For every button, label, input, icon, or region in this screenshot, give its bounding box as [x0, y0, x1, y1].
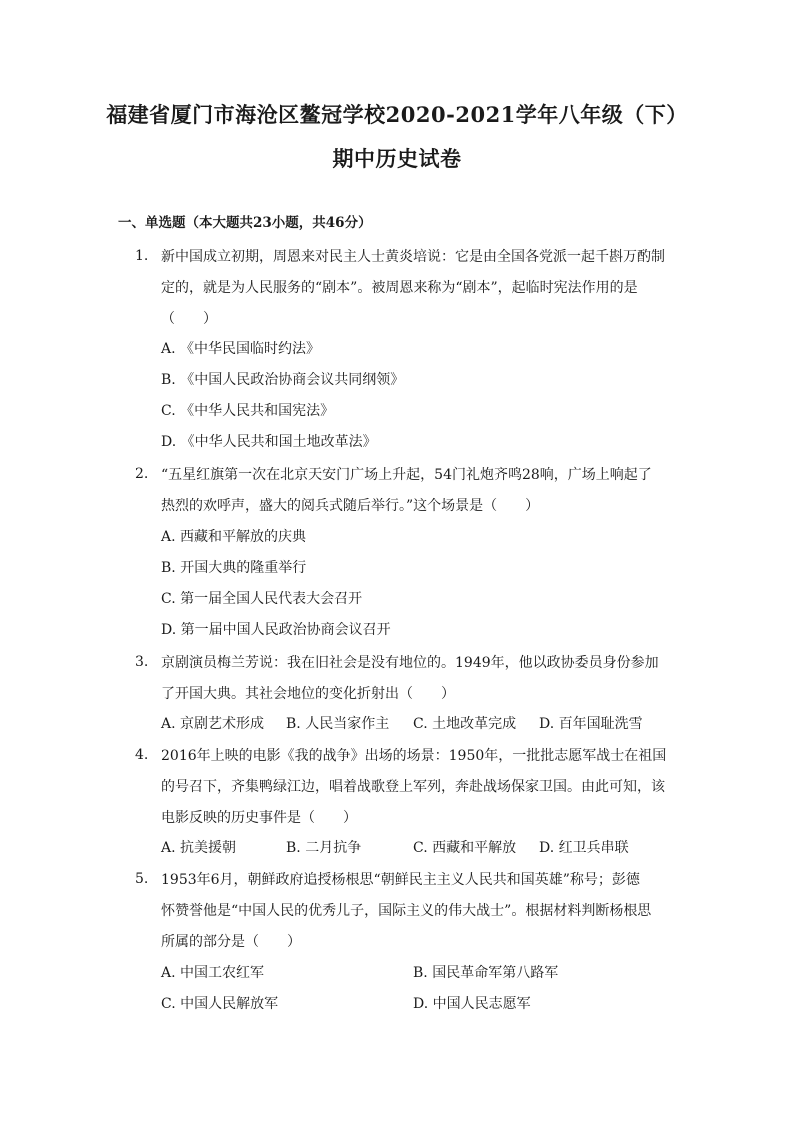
- option-c: C. 中国人民解放军: [161, 996, 279, 1012]
- option-c: C. 第一届全国人民代表大会召开: [161, 591, 363, 607]
- question-2: [135, 460, 665, 522]
- stem-line: 热烈的欢呼声，盛大的阅兵式随后举行。”这个场景是（ ）: [161, 498, 540, 514]
- option-d: D. 红卫兵串联: [539, 840, 629, 856]
- option-b: B. 开国大典的隆重举行: [161, 560, 307, 576]
- stem-line: （ ）: [161, 311, 217, 327]
- option-c: C. 西藏和平解放: [413, 840, 517, 856]
- option-b: B. 人民当家作主: [286, 716, 390, 732]
- stem-line: 的号召下，齐集鸭绿江边，唱着战歌登上军列，奔赴战场保家卫国。由此可知，该: [161, 779, 665, 795]
- stem-line: “五星红旗第一次在北京天安门广场上升起，54门礼炮齐鸣28响，广场上响起了: [161, 467, 652, 483]
- stem-line: 了开国大典。其社会地位的变化折射出（ ）: [161, 686, 455, 702]
- stem-line: 2016年上映的电影《我的战争》出场的场景：1950年，一批批志愿军战士在祖国: [161, 748, 667, 764]
- question-stem: [161, 460, 665, 522]
- option-a: A. 西藏和平解放的庆典: [161, 529, 307, 545]
- option-d: D. 《中华人民共和国土地改革法》: [161, 434, 377, 450]
- question-stem: [161, 741, 665, 834]
- document-title-line-1: 福建省厦门市海沧区鳌冠学校2020-2021学年八年级（下）: [106, 102, 688, 127]
- question-number: 5.: [135, 871, 149, 887]
- option-a: A. 京剧艺术形成: [161, 716, 265, 732]
- question-number: 1.: [135, 248, 149, 264]
- question-4: [135, 741, 665, 834]
- stem-line: 所属的部分是（ ）: [161, 934, 301, 950]
- document-title-line-2: 期中历史试卷: [332, 146, 462, 171]
- question-number: 2.: [135, 466, 149, 482]
- option-a: A. 中国工农红军: [161, 965, 265, 981]
- question-number: 4.: [135, 747, 149, 763]
- options-row: [161, 962, 661, 982]
- stem-line: 电影反映的历史事件是（ ）: [161, 810, 357, 826]
- option-d: D. 中国人民志愿军: [413, 996, 531, 1012]
- question-stem: [161, 242, 665, 335]
- question-5: [135, 865, 665, 958]
- options-row: [161, 713, 661, 733]
- question-stem: [161, 865, 665, 958]
- option-c: C. 《中华人民共和国宪法》: [161, 403, 335, 419]
- option-c: C. 土地改革完成: [413, 716, 517, 732]
- option-d: D. 百年国耻洗雪: [539, 716, 643, 732]
- question-stem: [161, 648, 665, 710]
- stem-line: 1953年6月，朝鲜政府追授杨根思“朝鲜民主主义人民共和国英雄”称号；彭德: [161, 872, 640, 888]
- option-a: A. 抗美援朝: [161, 840, 237, 856]
- option-a: A. 《中华民国临时约法》: [161, 341, 321, 357]
- section-heading: 一、单选题（本大题共23小题，共46分）: [118, 215, 372, 231]
- option-b: B. 《中国人民政治协商会议共同纲领》: [161, 372, 405, 388]
- stem-line: 新中国成立初期，周恩来对民主人士黄炎培说：它是由全国各党派一起千斟万酌制: [161, 249, 665, 265]
- stem-line: 怀赞誉他是“中国人民的优秀儿子，国际主义的伟大战士”。根据材料判断杨根思: [161, 903, 652, 919]
- stem-line: 京剧演员梅兰芳说：我在旧社会是没有地位的。1949年，他以政协委员身份参加: [161, 655, 659, 671]
- question-number: 3.: [135, 654, 149, 670]
- option-b: B. 二月抗争: [286, 840, 362, 856]
- options-row: [161, 837, 661, 857]
- option-b: B. 国民革命军第八路军: [413, 965, 559, 981]
- option-d: D. 第一届中国人民政治协商会议召开: [161, 622, 391, 638]
- stem-line: 定的，就是为人民服务的“剧本”。被周恩来称为“剧本”，起临时宪法作用的是: [161, 280, 638, 296]
- question-1: [135, 242, 665, 335]
- question-3: [135, 648, 665, 710]
- options-row: [161, 993, 661, 1013]
